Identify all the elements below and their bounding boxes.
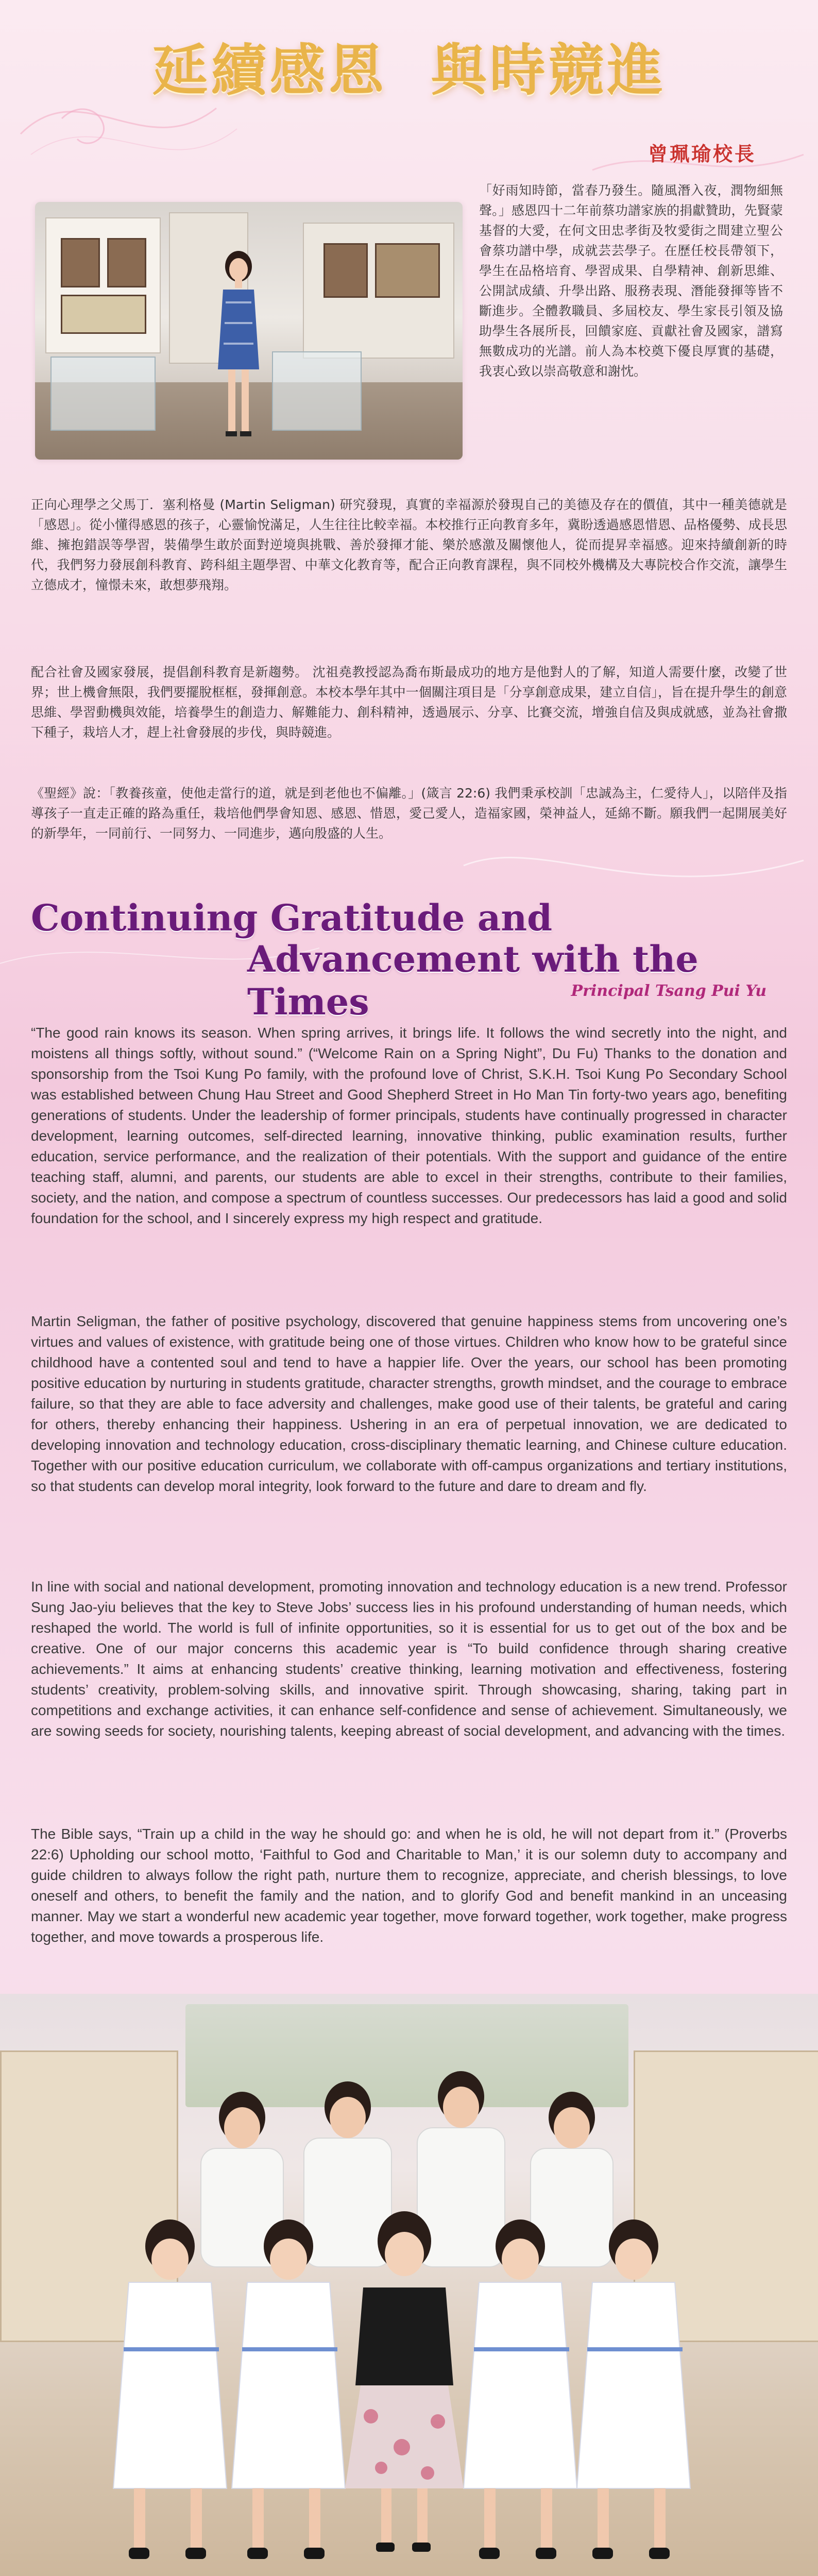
group-photo — [0, 1994, 818, 2576]
zh-paragraph-4: 《聖經》說：「教養孩童，使他走當行的道，就是到老他也不偏離。」(箴言 22:6) 我們秉承校訓「忠誠為主，仁愛待人」，以陪伴及指導孩子一直走正確的路為重任，栽培他們學會知恩、感恩、惜恩，愛己愛人，造福家國，榮神益人，延綿不斷。願我們一起開展美好的新學年，一同前行、一同努力、一同進步，邁向殷盛的人生。 — [31, 786, 787, 841]
en-principal-name: Principal Tsang Pui Yu — [571, 982, 766, 1000]
zh-principal-name: 曾珮瑜校長 — [647, 142, 756, 165]
principal-photo — [35, 202, 463, 460]
en-paragraph-4: The Bible says, “Train up a child in the way he should go: and when he is old, he will not depart from it.” (Proverbs 22:6) Upholding our school motto, ‘Faithful to God and Charitable to Man,’ it is our solemn duty to accompany and guide children to always follow the right path, nurture them to recognize, appreciate, and cherish blessings, to love oneself and others, to benefit the family and the nation, and to glorify God and benefit mankind in an unceasing manner. May we start a wonderful new academic year together, move forward together, work together, make progress together, and move towards a prosperous life. — [31, 1826, 787, 1945]
zh-paragraph-2: 正向心理學之父馬丁．塞利格曼 (Martin Seligman) 研究發現，真實的幸福源於發現自己的美德及存在的價值，其中一種美德就是「感恩」。從小懂得感恩的孩子，心靈愉悅滿足，人生往往比較幸福。本校推行正向教育多年，冀盼透過感恩惜恩、品格優勢、成長思維、擁抱錯誤等學習，裝備學生敢於面對逆境與挑戰、善於發揮才能、樂於感激及關懷他人，從而提昇幸福感。迎來持續創新的時代，我們努力發展創科教育、跨科組主題學習、中華文化教育等，配合正向教育課程，與不同校外機構及大專院校合作交流，讓學生立德成才，憧憬未來，敢想夢飛翔。 — [31, 497, 787, 592]
zh-title-right: 與時競進 — [431, 38, 666, 103]
en-title-line-2: Advancement with the Times — [247, 938, 698, 1023]
zh-paragraph-3: 配合社會及國家發展，提倡創科教育是新趨勢。 沈祖堯教授認為喬布斯最成功的地方是他對人的了解，知道人需要什麼，改變了世界；世上機會無限，我們要擺脫框框，發揮創意。本校本學年其中一個關注項目是「分享創意成果，建立自信」，旨在提升學生的創意思維、學習動機與效能，培養學生的創造力、解難能力、創科精神，透過展示、分享、比賽交流，增強自信及與成就感，並為社會撒下種子，栽培人才，趕上社會發展的步伐，與時競進。 — [31, 665, 787, 740]
zh-title-left: 延續感恩 — [152, 38, 387, 103]
en-paragraph-1: “The good rain knows its season. When spring arrives, it brings life. It follows the wind secretly into the night, and moistens all things softly, without sound.” (“Welcome Rain on a Spring Night”, Du Fu) Thanks to the donation and sponsorship from the Tsoi Kung Po family, with the profound love of Christ, S.K.H. Tsoi Kung Po Secondary School was established between Chung Hau Street and Good Shepherd Street in Ho Man Tin forty-two years ago, benefiting generations of students. Under the leadership of former principals, students have continually progressed in character development, learning outcomes, self-directed learning, innovative thinking, public examination results, further education, service performance, and the realization of their potentials. With the support and guidance of the entire teaching staff, alumni, and parents, our students are able to excel in their strengths, contribute to their families, society, and the nation, and compose a spectrum of countless successes. Our predecessors has laid a good and solid foundation for the school, and I sincerely express my high respect and gratitude. — [31, 1025, 787, 1226]
zh-paragraph-1: 「好雨知時節，當春乃發生。隨風潛入夜，潤物細無聲。」感恩四十二年前蔡功譜家族的捐獻贊助，先賢蒙基督的大愛，在何文田忠孝街及牧愛街之間建立聖公會蔡功譜中學，成就芸芸學子。在歷任校長帶領下，學生在品格培育、學習成果、自學精神、創新思維、公開試成績、升學出路、服務表現、潛能發揮等皆不斷進步。全體教職員、多屆校友、學生家長引領及協助學生各展所長，回饋家庭、貢獻社會及國家，譜寫無數成功的光譜。前人為本校奠下優良厚實的基礎，我衷心致以崇高敬意和謝忱。 — [479, 183, 783, 379]
students-group — [0, 1994, 818, 2576]
en-paragraph-2: Martin Seligman, the father of positive psychology, discovered that genuine happiness stems from uncovering one’s virtues and values of existence, with gratitude being one of those virtues. Children who know how to be grateful since childhood have a contented soul and tend to have a happier life. Over the years, our school has been promoting positive education by nurturing in students gratitude, character strengths, growth mindset, and the courage to embrace failure, so that they are able to face adversity and challenges, make good use of their talents, be grateful and caring for others, thereby enhancing their happiness. Ushering in an era of perpetual innovation, we are dedicated to developing innovation and technology education, cross-disciplinary thematic learning, and Chinese culture education. Together with our positive education curriculum, we collaborate with off-campus organizations and tertiary institutions, so that students can develop moral integrity, look forward to the future and dare to dream and fly. — [31, 1313, 787, 1494]
principal-figure — [210, 246, 267, 452]
zh-title — [0, 26, 818, 106]
en-paragraph-3: In line with social and national development, promoting innovation and technology education is a new trend. Professor Sung Jao-yiu believes that the key to Steve Jobs’ success lies in his profound understanding of human needs, which reshaped the world. The world is full of infinite opportunities, so it is essential for us to get out of the box and be creative. One of our major concerns this academic year is “To build confidence through sharing creative achievements.” It aims at enhancing students’ creative thinking, learning motivation and effectiveness, fostering students’ creativity, problem-solving skills, and innovative spirit. Through showcasing, sharing, taking part in competitions and exchange activities, it can enhance self-confidence and sense of achievement. Simultaneously, we are sowing seeds for society, nourishing talents, keeping abreast of social development, and advancing with the times. — [31, 1579, 787, 1739]
en-title-line-1: Continuing Gratitude and — [31, 896, 553, 939]
